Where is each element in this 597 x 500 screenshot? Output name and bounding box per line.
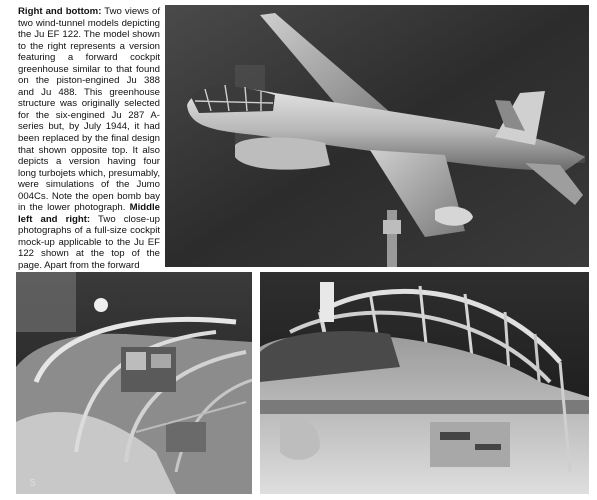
- caption-lead-2: Middle left and right:: [18, 202, 160, 225]
- photo-cockpit-mockup-front: [260, 272, 589, 494]
- photo-caption: [18, 6, 160, 272]
- photo-wind-tunnel-model: [165, 5, 589, 267]
- caption-body-1: Two views of two wind-tunnel models depicting the Ju EF 122. The model shown to the right represents a version featuring a forward cockpit greenhouse similar to that found on the piston-engined Ju 388 and Ju 488. This greenhouse structure was originally selected for the six-engined Ju 287 A-series but, by July 1944, it had been replaced by the final design that shown opposite top. It also depicts a version having four long turbojets which, presumably, were simulations of the Jumo 004Cs. Note the open bomb bay in the lower photograph.: [18, 6, 160, 214]
- page-corner-mark: 5: [30, 478, 36, 489]
- caption-lead-1: Right and bottom:: [18, 6, 102, 17]
- caption-body-2: Two close-up photographs of a full-size cockpit mock-up applicable to the Ju EF 122 shown at the top of the page. Apart from the forward: [18, 213, 160, 272]
- photo-cockpit-mockup-side: [16, 272, 252, 494]
